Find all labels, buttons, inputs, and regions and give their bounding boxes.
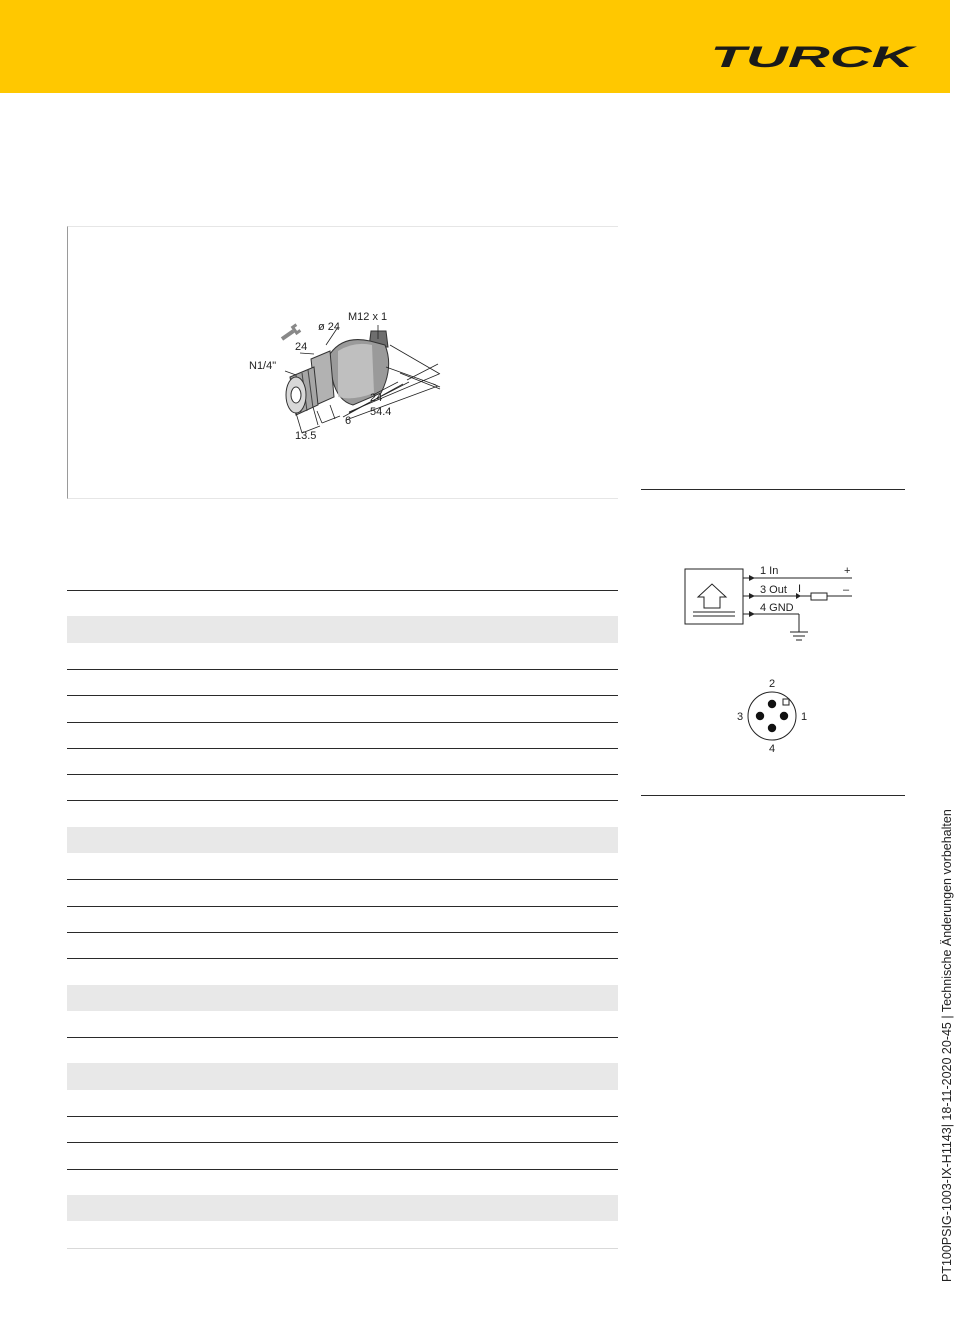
label-wrench-size: 24: [295, 341, 308, 353]
wiring-pin-1-label: 1 In: [760, 565, 779, 577]
table-row: [67, 722, 618, 748]
table-row: [67, 1011, 618, 1037]
table-row: [67, 800, 618, 826]
connector-pin-1: [780, 712, 788, 720]
wiring-pin-4-label: 4 GND: [760, 602, 794, 614]
table-row: [67, 748, 618, 774]
connector-pin-3: [756, 712, 764, 720]
table-row: [67, 827, 618, 853]
table-row: [67, 853, 618, 879]
table-row: [67, 879, 618, 905]
label-thread-connector: M12 x 1: [348, 311, 388, 323]
table-row: [67, 774, 618, 800]
table-row: [67, 1090, 618, 1116]
turck-logo: [710, 41, 918, 74]
table-row: [67, 616, 618, 642]
table-row: [67, 932, 618, 958]
table-row: [67, 1063, 618, 1089]
table-row: [67, 906, 618, 932]
label-thread-length: 13.5: [295, 430, 317, 442]
label-diameter: ø 24: [318, 321, 341, 333]
table-row: [67, 958, 618, 984]
pin-label-1: 1: [800, 711, 808, 723]
label-process-thread: N1/4": [249, 360, 277, 372]
table-row: [67, 1221, 618, 1247]
document-footer-note: PT100PSIG-1003-IX-H1143| 18-11-2020 20-45 | Technische Änderungen vorbehalten: [940, 809, 954, 1282]
label-housing-length: 24: [370, 392, 383, 404]
table-row: [67, 1195, 618, 1221]
wiring-pin-3-label: 3 Out: [760, 584, 787, 596]
pin-label-4: 4: [768, 743, 776, 755]
table-end-rule: [67, 1248, 618, 1249]
connector-key: [783, 699, 789, 705]
dimension-drawing: [68, 227, 619, 500]
wiring-pin-1-sign: +: [844, 565, 851, 577]
connector-pin-4: [768, 724, 776, 732]
connector-pin-2: [768, 700, 776, 708]
table-row: [67, 1142, 618, 1168]
section-rule-bottom: [641, 795, 905, 796]
label-total-length: 54.4: [370, 406, 392, 418]
table-row: [67, 669, 618, 695]
table-row: [67, 590, 618, 616]
label-collar: 6: [345, 415, 352, 427]
table-row: [67, 1037, 618, 1063]
connector-pinout: [700, 670, 840, 770]
dimension-drawing-panel: [67, 226, 618, 499]
wiring-pin-3-sign: –: [843, 584, 850, 596]
table-row: [67, 643, 618, 669]
table-row: [67, 695, 618, 721]
header-band: [0, 0, 950, 93]
table-row: [67, 985, 618, 1011]
pin-label-2: 2: [768, 678, 776, 690]
section-rule-top: [641, 489, 905, 490]
table-row: [67, 1116, 618, 1142]
wiring-current-label: I: [798, 583, 802, 595]
wiring-diagram: [641, 540, 911, 670]
table-row: [67, 1169, 618, 1195]
pin-label-3: 3: [736, 711, 744, 723]
brand-logo-text: TURCK: [710, 41, 918, 74]
